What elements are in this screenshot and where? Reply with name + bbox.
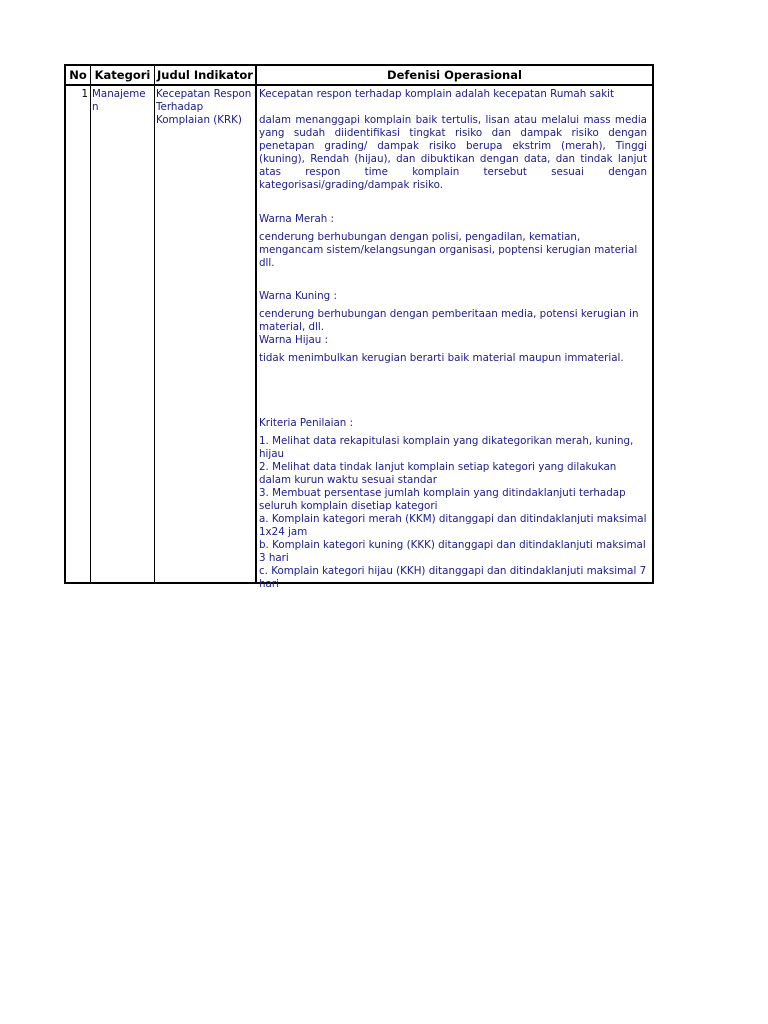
- table-row: [66, 86, 652, 590]
- kriteria-item-1: 1. Melihat data rekapitulasi komplain yang dikategorikan merah, kuning, hijau: [259, 435, 634, 460]
- warna-hijau-label: Warna Hijau :: [259, 334, 329, 346]
- header-no: No: [69, 68, 87, 82]
- row-number: 1: [81, 88, 88, 100]
- kriteria-item-3: 3. Membuat persentase jumlah komplain yang ditindaklanjuti terhadap seluruh komplain disetiap kategori: [259, 487, 626, 512]
- header-kategori: Kategori: [94, 68, 151, 82]
- kriteria-item-b: b. Komplain kategori kuning (KKK) ditanggapi dan ditindaklanjuti maksimal 3 hari: [259, 539, 646, 564]
- header-definisi-operasional: Defenisi Operasional: [387, 68, 522, 82]
- kriteria-item-2: 2. Melihat data tindak lanjut komplain setiap kategori yang dilakukan dalam kurun waktu sesuai standar: [259, 461, 617, 486]
- kriteria-penilaian-label: Kriteria Penilaian :: [259, 417, 354, 429]
- warna-hijau-text: tidak menimbulkan kerugian berarti baik material maupun immaterial.: [259, 352, 624, 364]
- definisi-intro: Kecepatan respon terhadap komplain adalah kecepatan Rumah sakit: [259, 88, 615, 100]
- kriteria-item-c: c. Komplain kategori hijau (KKH) ditanggapi dan ditindaklanjuti maksimal 7 hari: [259, 565, 647, 590]
- definisi-body: dalam menanggapi komplain baik tertulis, lisan atau melalui mass media yang sudah diidentifikasi tingkat risiko dan dampak risiko dengan penetapan grading/ dampak risiko berupa ekstrim (merah), Tinggi (kuning), Rendah (hijau), dan dibuktikan dengan data, dan tindak lanjut atas respon time komplain tersebut sesuai dengan kategorisasi/grading/dampak risiko.: [259, 114, 647, 191]
- indicator-table: [64, 64, 654, 590]
- warna-merah-label: Warna Merah :: [259, 213, 335, 225]
- kriteria-item-a: a. Komplain kategori merah (KKM) ditanggapi dan ditindaklanjuti maksimal 1x24 jam: [259, 513, 647, 538]
- header-judul-indikator: Judul Indikator: [157, 68, 253, 82]
- warna-kuning-label: Warna Kuning :: [259, 290, 337, 302]
- row-kategori: Manajemen: [92, 88, 146, 113]
- row-definisi-operasional: [259, 88, 647, 591]
- row-judul-indikator: Kecepatan Respon Terhadap Komplaian (KRK): [156, 88, 252, 126]
- warna-kuning-text: cenderung berhubungan dengan pemberitaan media, potensi kerugian in material, dll.: [259, 308, 639, 333]
- warna-merah-text: cenderung berhubungan dengan polisi, pengadilan, kematian, mengancam sistem/kelangsungan organisasi, poptensi kerugian material dll.: [259, 231, 638, 269]
- table-header-row: [66, 66, 652, 86]
